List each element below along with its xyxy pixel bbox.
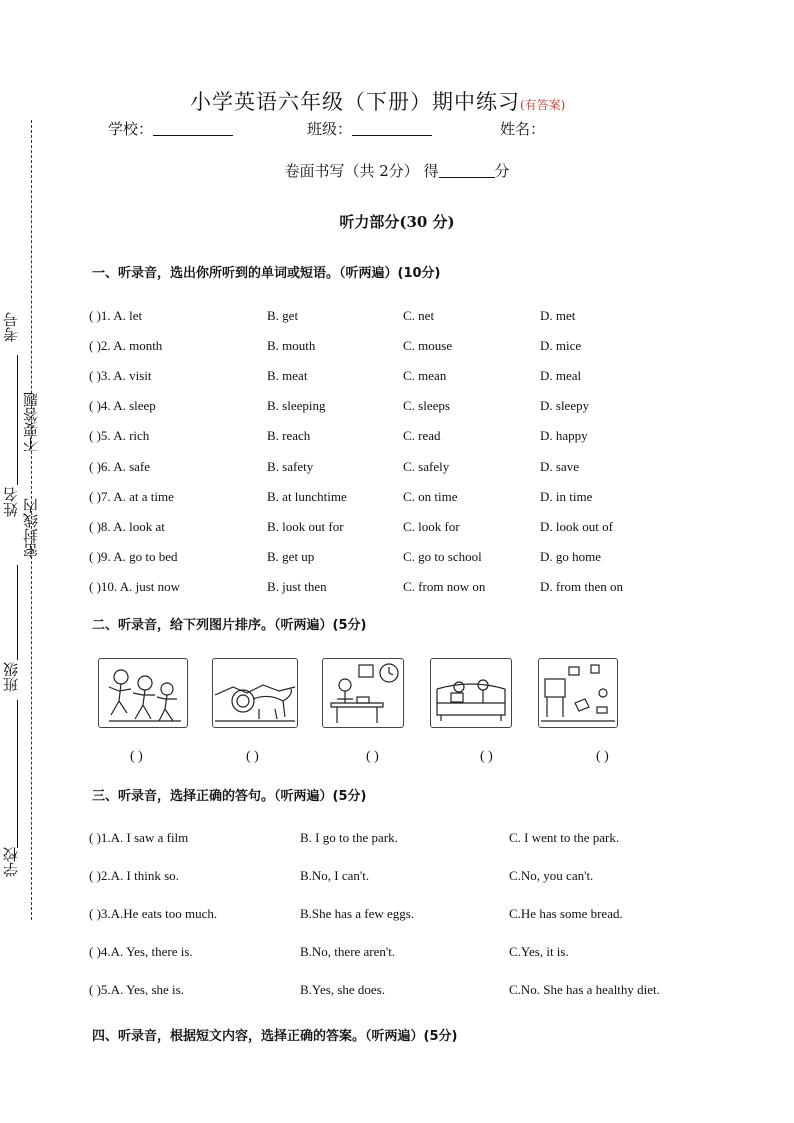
question-number-option-a[interactable]: ( )2. A. month [89, 338, 163, 354]
answer-row [89, 982, 709, 1002]
school-blank[interactable] [153, 121, 233, 136]
answer-row [89, 868, 709, 888]
question-row [89, 368, 709, 388]
section3-title: 三、听录音，选择正确的答句。（听两遍）(5分) [92, 789, 367, 804]
option-b: B. just then [267, 578, 327, 594]
question-number-option-a[interactable]: ( )4.A. Yes, there is. [89, 944, 193, 959]
question-row [89, 308, 709, 328]
question-row [89, 398, 709, 418]
option-b: B.No, I can't. [300, 868, 370, 883]
question-row [89, 428, 709, 448]
option-b: B. at lunchtime [267, 488, 347, 504]
option-d: D. meal [540, 368, 582, 384]
option-b: B. reach [267, 428, 311, 444]
option-d: D. mice [540, 338, 582, 354]
picture-lion [212, 658, 298, 728]
side-fill-line [17, 355, 18, 395]
option-c: C. mouse [403, 338, 453, 354]
option-c: C.Yes, it is. [509, 944, 569, 959]
picture-desk-clock [322, 658, 404, 728]
school-label: 学校： [108, 120, 154, 138]
class-field[interactable] [307, 118, 432, 139]
answer-row [89, 906, 709, 926]
class-blank[interactable] [352, 121, 432, 136]
option-b: B.Yes, she does. [300, 982, 385, 997]
side-fill-line [17, 700, 18, 848]
answer-row [89, 830, 709, 850]
option-b: B. get up [267, 548, 315, 564]
question-row [89, 459, 709, 479]
class-label: 班级： [307, 120, 353, 138]
handwriting-text: 卷面书写（共 2分） 得 [284, 162, 439, 180]
option-b: B. mouth [267, 338, 316, 354]
question-number-option-a[interactable]: ( )4. A. sleep [89, 398, 156, 414]
picture-3-answer[interactable]: ( ) [366, 749, 379, 764]
option-b: B. meat [267, 368, 308, 384]
option-c: C. I went to the park. [509, 830, 620, 845]
option-c: C.He has some bread. [509, 906, 623, 921]
side-label-name: 姓名 [2, 487, 20, 517]
option-d: D. in time [540, 488, 593, 504]
handwriting-score [0, 160, 794, 181]
option-c: C. from now on [403, 578, 486, 594]
question-number-option-a[interactable]: ( )3. A. visit [89, 368, 152, 384]
question-number-option-a[interactable]: ( )5. A. rich [89, 428, 150, 444]
side-fill-line [17, 395, 18, 485]
side-label-no-answer: 不要答题 [22, 392, 40, 452]
picture-1-answer[interactable]: ( ) [130, 749, 143, 764]
option-d: D. met [540, 308, 576, 323]
picture-4-answer[interactable]: ( ) [480, 749, 493, 764]
question-number-option-a[interactable]: ( )3.A.He eats too much. [89, 906, 218, 921]
question-number-option-a[interactable]: ( )7. A. at a time [89, 488, 174, 504]
option-b: B. safety [267, 458, 314, 474]
question-number-option-a[interactable]: ( )8. A. look at [89, 518, 165, 534]
question-number-option-a[interactable]: ( )9. A. go to bed [89, 548, 178, 564]
question-row [89, 338, 709, 358]
question-number-option-a[interactable]: ( )1.A. I saw a film [89, 830, 189, 845]
option-d: D. sleepy [540, 398, 590, 414]
side-label-school: 学校 [2, 847, 20, 877]
option-c: C. on time [403, 488, 458, 504]
option-c: C. sleeps [403, 398, 450, 414]
option-b: B.She has a few eggs. [300, 906, 415, 921]
answer-row [89, 944, 709, 964]
option-b: B. look out for [267, 518, 344, 534]
option-c: C. look for [403, 518, 460, 534]
option-c: C. go to school [403, 548, 482, 564]
option-c: C. mean [403, 368, 447, 384]
option-c: C. read [403, 428, 441, 444]
school-field[interactable] [108, 118, 233, 139]
question-number-option-a[interactable]: ( )2.A. I think so. [89, 868, 179, 883]
answer-note: (有答案) [520, 98, 566, 112]
question-row [89, 579, 709, 599]
option-d: D. happy [540, 428, 588, 444]
option-b: B. get [267, 308, 299, 323]
question-row [89, 519, 709, 539]
handwriting-unit: 分 [494, 162, 510, 180]
option-d: D. save [540, 458, 579, 474]
option-d: D. go home [540, 548, 602, 564]
option-d: D. from then on [540, 578, 624, 594]
option-b: B. sleeping [267, 398, 326, 414]
section1-title: 一、听录音，选出你所听到的单词或短语。（听两遍）(10分) [92, 266, 441, 281]
option-d: D. look out of [540, 518, 613, 534]
picture-2-answer[interactable]: ( ) [246, 749, 259, 764]
option-c: C. safely [403, 458, 450, 474]
side-label-exam-no: 考号 [2, 312, 20, 342]
section2-title: 二、听录音，给下列图片排序。（听两遍）(5分) [92, 618, 367, 633]
option-b: B.No, there aren't. [300, 944, 396, 959]
score-blank[interactable] [439, 163, 495, 178]
side-label-class: 班级 [2, 662, 20, 692]
question-number-option-a[interactable]: ( )10. A. just now [89, 578, 180, 594]
side-fill-line [17, 565, 18, 660]
picture-messy-room [538, 658, 618, 728]
question-row [89, 549, 709, 569]
question-number-option-a[interactable]: ( )6. A. safe [89, 458, 151, 474]
name-label: 姓名： [500, 120, 546, 138]
title-text: 小学英语六年级（下册）期中练习 [190, 90, 520, 114]
question-number-option-a[interactable]: ( )1. A. let [89, 308, 143, 323]
option-c: C.No. She has a healthy diet. [509, 982, 660, 997]
option-b: B. I go to the park. [300, 830, 398, 845]
picture-running-kids [98, 658, 188, 728]
option-c: C. net [403, 308, 435, 323]
name-field[interactable] [500, 118, 545, 139]
side-label-seal-line: 密封线内 [22, 498, 40, 558]
question-row [89, 489, 709, 509]
page-title [190, 86, 565, 116]
picture-sofa-reading [430, 658, 512, 728]
option-c: C.No, you can't. [509, 868, 594, 883]
listening-title: 听力部分(30 分) [339, 213, 455, 231]
picture-5-answer[interactable]: ( ) [596, 749, 609, 764]
question-number-option-a[interactable]: ( )5.A. Yes, she is. [89, 982, 184, 997]
section4-title: 四、听录音，根据短文内容，选择正确的答案。（听两遍）(5分) [92, 1029, 458, 1044]
